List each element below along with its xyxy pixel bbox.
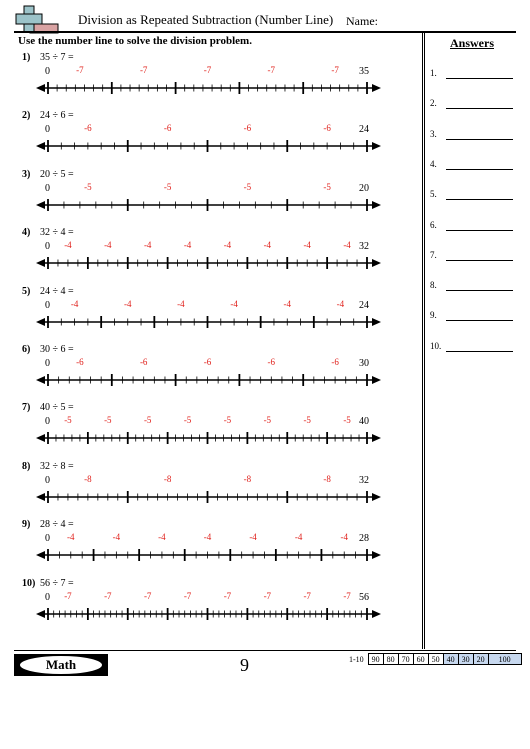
left-arrow-icon: [36, 259, 45, 267]
jump-step-label: -7: [64, 590, 72, 601]
number-line-zero-label: 0: [45, 182, 50, 194]
number-line-zero-label: 0: [45, 533, 50, 545]
number-line-zero-label: 0: [45, 241, 50, 253]
number-line: [36, 256, 381, 270]
jump-step-label: -4: [283, 298, 291, 309]
number-line-end-label: 40: [359, 416, 369, 428]
problem-text: 30 ÷ 6 =: [40, 344, 74, 355]
page-number: 9: [240, 655, 249, 675]
jump-step-label: -5: [223, 415, 232, 426]
math-badge-label: Math: [20, 656, 102, 674]
left-arrow-icon: [36, 318, 45, 326]
problem-number: 9): [22, 519, 31, 531]
answer-number: 3.: [430, 128, 437, 139]
problem-text: 35 ÷ 7 =: [40, 52, 74, 63]
number-line: [36, 81, 381, 95]
jump-step-label: -7: [343, 590, 351, 601]
right-arrow-icon: [372, 201, 381, 209]
jump-step-label: -7: [203, 65, 212, 75]
number-line-end-label: 35: [359, 66, 369, 77]
problem-text: 20 ÷ 5 =: [40, 168, 74, 180]
number-line-end-label: 20: [359, 182, 369, 194]
problem-number: 1): [22, 52, 31, 63]
jump-step-label: -6: [139, 357, 148, 367]
number-line-zero-label: 0: [45, 416, 50, 428]
right-arrow-icon: [372, 84, 381, 92]
score-cell: 20: [473, 654, 488, 665]
problem-text: 40 ÷ 5 =: [40, 402, 74, 414]
number-line: [36, 607, 381, 621]
number-line: [36, 315, 381, 329]
answer-line[interactable]: [446, 320, 513, 321]
jump-step-label: -4: [64, 240, 72, 251]
jump-step-label: -5: [143, 415, 152, 426]
score-label: 1-10: [349, 654, 364, 664]
problem-number: 8): [22, 460, 31, 472]
number-line-end-label: 24: [359, 124, 369, 136]
jump-step-label: -6: [203, 357, 212, 367]
answer-line[interactable]: [446, 199, 513, 200]
right-arrow-icon: [372, 610, 381, 618]
jump-step-label: -5: [263, 415, 272, 426]
jump-step-label: -7: [139, 65, 148, 75]
right-arrow-icon: [372, 434, 381, 442]
jump-step-label: -7: [223, 590, 232, 601]
problem-number: 3): [22, 168, 31, 180]
answer-line[interactable]: [446, 351, 513, 352]
jump-step-label: -4: [263, 240, 272, 251]
answer-number: 7.: [430, 249, 437, 260]
number-line: [36, 373, 381, 387]
answer-line[interactable]: [446, 108, 513, 109]
number-line-end-label: 56: [359, 591, 369, 603]
jump-step-label: -6: [267, 357, 276, 367]
jump-step-label: -6: [331, 357, 339, 367]
jump-step-label: -4: [183, 240, 192, 251]
jump-step-label: -5: [183, 415, 192, 426]
jump-step-label: -7: [331, 65, 339, 75]
name-label: Name:: [346, 14, 378, 28]
jump-step-label: -4: [203, 532, 212, 543]
jump-step-label: -4: [294, 532, 303, 543]
jump-step-label: -6: [323, 123, 331, 134]
score-cell: 50: [428, 654, 443, 665]
jump-step-label: -6: [243, 123, 252, 134]
jump-step-label: -4: [230, 298, 238, 309]
jump-step-label: -5: [104, 415, 112, 426]
problem-text: 56 ÷ 7 =: [40, 577, 74, 589]
right-arrow-icon: [372, 551, 381, 559]
left-arrow-icon: [36, 610, 45, 618]
answer-line[interactable]: [446, 230, 513, 231]
jump-step-label: -7: [263, 590, 272, 601]
problem-number: 10): [22, 577, 36, 589]
answer-number: 4.: [430, 158, 437, 169]
answer-number: 5.: [430, 189, 437, 200]
score-cell: 90: [368, 654, 383, 665]
jump-step-label: -4: [177, 298, 185, 309]
page-title: Division as Repeated Subtraction (Number Line): [78, 12, 334, 27]
problem-text: 32 ÷ 8 =: [40, 460, 74, 472]
footer-rule: [14, 650, 516, 651]
jump-step-label: -4: [112, 532, 121, 543]
answer-line[interactable]: [446, 169, 513, 170]
number-line: [36, 139, 381, 153]
answer-number: 1.: [430, 68, 437, 78]
problem-number: 4): [22, 227, 31, 239]
right-arrow-icon: [372, 142, 381, 150]
answer-number: 9.: [430, 310, 437, 321]
number-line-zero-label: 0: [45, 591, 50, 603]
jump-step-label: -7: [143, 590, 152, 601]
jump-step-label: -6: [163, 123, 172, 134]
answer-number: 6.: [430, 219, 437, 230]
left-arrow-icon: [36, 376, 45, 384]
jump-step-label: -5: [303, 415, 311, 426]
number-line-zero-label: 0: [45, 66, 50, 77]
jump-step-label: -5: [343, 415, 351, 426]
jump-step-label: -5: [84, 181, 92, 192]
number-line: [36, 431, 381, 445]
jump-step-label: -4: [104, 240, 112, 251]
number-line: [36, 490, 381, 504]
jump-step-label: -7: [104, 590, 112, 601]
right-arrow-icon: [372, 318, 381, 326]
jump-step-label: -5: [323, 181, 331, 192]
jump-step-label: -4: [124, 298, 132, 309]
score-cell: 100: [488, 654, 521, 665]
left-arrow-icon: [36, 551, 45, 559]
answer-line[interactable]: [446, 139, 513, 140]
problem-text: 32 ÷ 4 =: [40, 227, 74, 239]
number-line-zero-label: 0: [45, 299, 50, 311]
right-arrow-icon: [372, 493, 381, 501]
jump-step-label: -4: [336, 298, 345, 309]
score-cell: 80: [383, 654, 398, 665]
problem-text: 24 ÷ 4 =: [40, 285, 74, 297]
jump-step-label: -4: [158, 532, 166, 543]
score-cell: 70: [398, 654, 413, 665]
answer-line[interactable]: [446, 260, 513, 261]
jump-step-label: -5: [243, 181, 252, 192]
jump-step-label: -7: [267, 65, 276, 75]
answer-number: 8.: [430, 280, 437, 291]
number-line: [36, 198, 381, 212]
jump-step-label: -7: [76, 65, 84, 75]
answer-number: 2.: [430, 98, 437, 109]
answer-line[interactable]: [446, 290, 513, 291]
number-line-zero-label: 0: [45, 474, 50, 486]
number-line-end-label: 32: [359, 474, 369, 486]
jump-step-label: -4: [223, 240, 232, 251]
number-line-zero-label: 0: [45, 124, 50, 136]
problem-text: 28 ÷ 4 =: [40, 519, 74, 531]
left-arrow-icon: [36, 142, 45, 150]
jump-step-label: -4: [143, 240, 152, 251]
left-arrow-icon: [36, 84, 45, 92]
jump-step-label: -4: [249, 532, 257, 543]
jump-step-label: -5: [163, 181, 172, 192]
problem-number: 7): [22, 402, 31, 414]
instructions: Use the number line to solve the division problem.: [18, 35, 252, 47]
jump-step-label: -6: [76, 357, 84, 367]
jump-step-label: -4: [303, 240, 311, 251]
jump-step-label: -8: [323, 473, 331, 484]
answer-line[interactable]: [446, 78, 513, 79]
number-line-zero-label: 0: [45, 358, 50, 369]
jump-step-label: -8: [84, 473, 92, 484]
jump-step-label: -4: [70, 298, 79, 309]
problem-text: 24 ÷ 6 =: [40, 110, 74, 122]
score-cell: 60: [413, 654, 428, 665]
number-line-end-label: 28: [359, 533, 369, 545]
number-line-end-label: 32: [359, 241, 369, 253]
answer-number: 10.: [430, 340, 442, 351]
left-arrow-icon: [36, 201, 45, 209]
score-table: [346, 653, 522, 665]
jump-step-label: -4: [343, 240, 351, 251]
jump-step-label: -6: [84, 123, 92, 134]
number-line-end-label: 30: [359, 358, 369, 369]
score-cell: 40: [443, 654, 458, 665]
plus-minus-logo-icon: [14, 4, 60, 34]
problem-number: 6): [22, 344, 31, 355]
right-arrow-icon: [372, 259, 381, 267]
jump-step-label: -7: [303, 590, 311, 601]
jump-step-label: -4: [67, 532, 75, 543]
jump-step-label: -8: [243, 473, 252, 484]
jump-step-label: -5: [64, 415, 72, 426]
right-arrow-icon: [372, 376, 381, 384]
jump-step-label: -7: [183, 590, 192, 601]
problem-number: 2): [22, 110, 31, 122]
left-arrow-icon: [36, 493, 45, 501]
jump-step-label: -4: [340, 532, 348, 543]
answers-title: Answers: [450, 36, 494, 50]
problem-number: 5): [22, 285, 31, 297]
left-arrow-icon: [36, 434, 45, 442]
jump-step-label: -8: [163, 473, 172, 484]
score-cell: 30: [458, 654, 473, 665]
number-line-end-label: 24: [359, 299, 369, 311]
number-line: [36, 548, 381, 562]
